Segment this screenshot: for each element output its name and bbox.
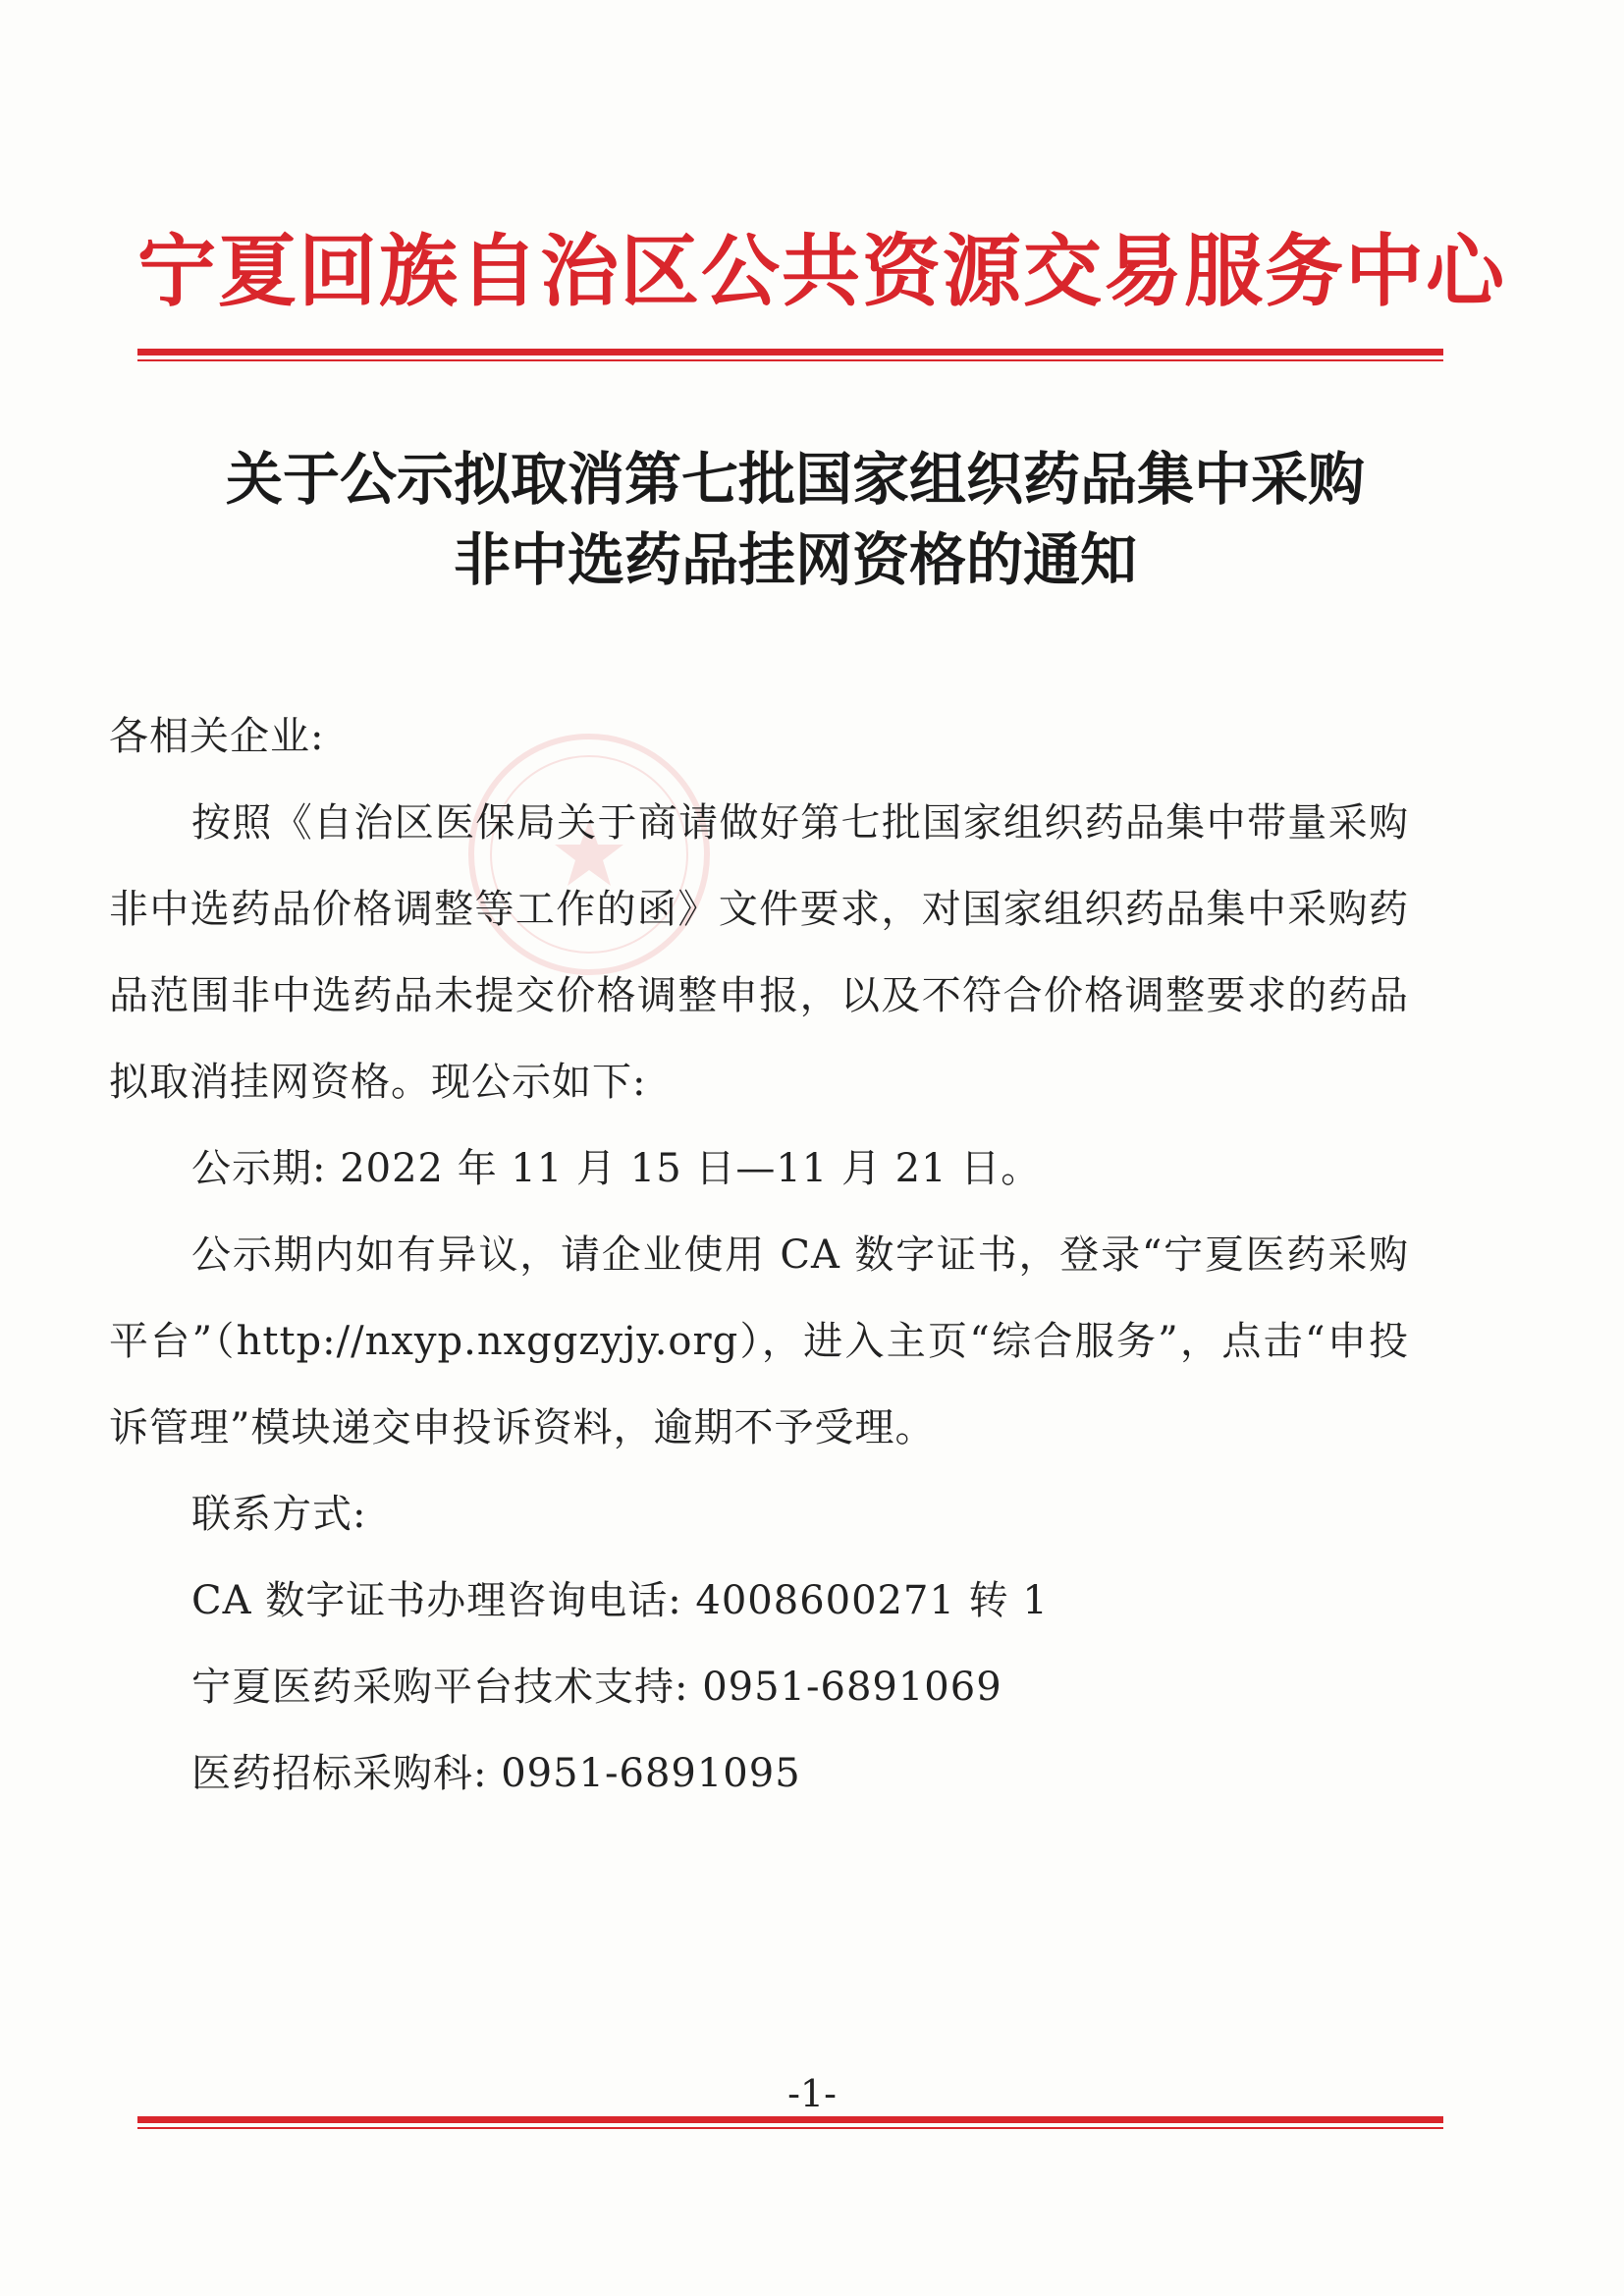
footer-divider-thick-line [137, 2116, 1443, 2123]
page-number: -1- [787, 2072, 837, 2115]
divider-thin-line [137, 359, 1443, 361]
document-title-line-2: 非中选药品挂网资格的通知 [453, 526, 1137, 593]
contact-heading: 联系方式: [191, 1492, 367, 1537]
paragraph-requirements: 按照《自治区医保局关于商请做好第七批国家组织药品集中带量采购非中选药品价格调整等工作的函》文件要求，对国家组织药品集中采购药品范围非中选药品未提交价格调整申报，以及不符合价格调整要求的药品拟取消挂网资格。现公示如下: [109, 800, 1409, 1105]
paragraph-publicity-period: 公示期: 2022 年 11 月 15 日—11 月 21 日。 [191, 1146, 1042, 1191]
contact-line-tech-support: 宁夏医药采购平台技术支持: 0951-6891069 [191, 1665, 1002, 1710]
document-body [109, 693, 1409, 1817]
paragraph-objection-instructions: 公示期内如有异议，请企业使用 CA 数字证书，登录“宁夏医药采购平台”（http://nxyp.nxggzyjy.org），进入主页“综合服务”，点击“申投诉管理”模块递交申投诉资料，逾期不予受理。 [109, 1232, 1409, 1450]
contact-line-procurement: 医药招标采购科: 0951-6891095 [191, 1751, 801, 1796]
masthead-divider [137, 349, 1443, 361]
footer-divider-thin-line [137, 2127, 1443, 2129]
organization-masthead: 宁夏回族自治区公共资源交易服务中心 [137, 225, 1506, 317]
contact-line-ca: CA 数字证书办理咨询电话: 4008600271 转 1 [191, 1578, 1049, 1623]
salutation: 各相关企业: [109, 714, 325, 759]
divider-thick-line [137, 349, 1443, 355]
document-title-line-1: 关于公示拟取消第七批国家组织药品集中采购 [225, 446, 1365, 513]
footer-divider [137, 2116, 1443, 2129]
